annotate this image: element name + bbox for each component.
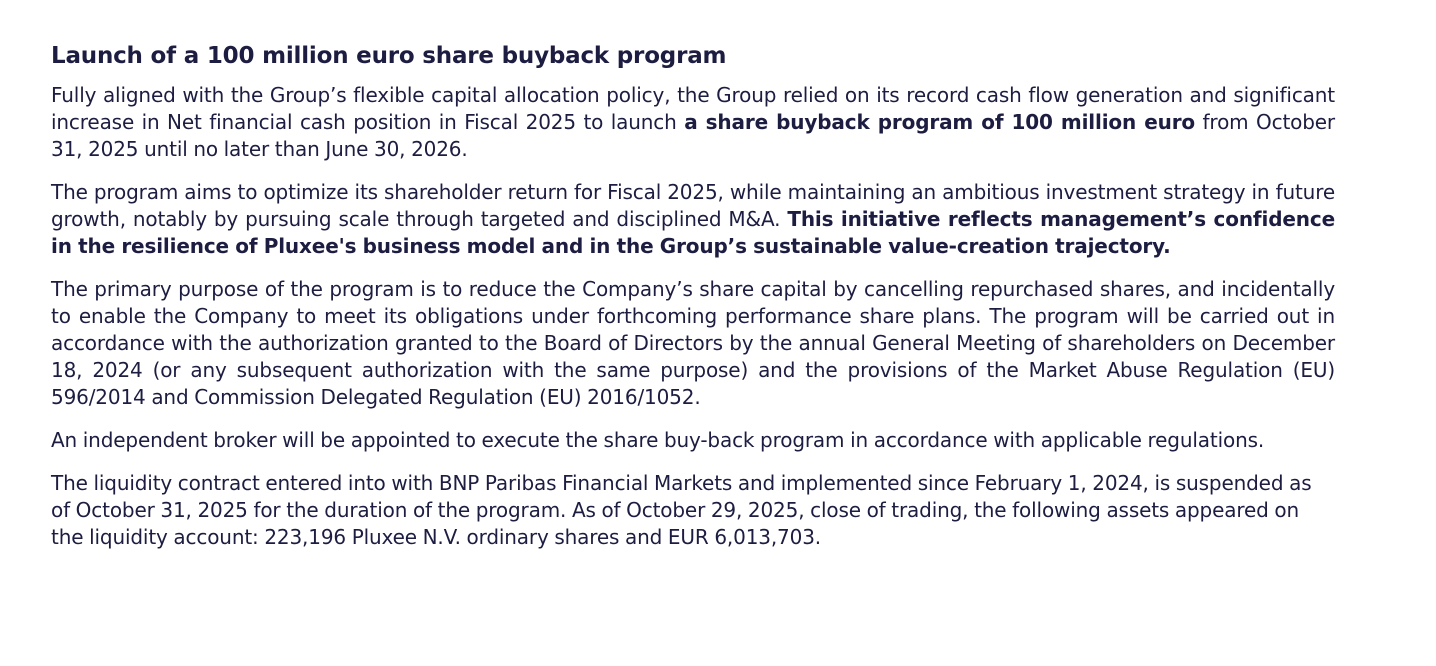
section-title: Launch of a 100 million euro share buyback program bbox=[51, 43, 727, 69]
text-segment: The liquidity contract entered into with BNP Paribas Financial Markets and implemented since February 1, 2024, is suspended as of October 31, 2025 for the duration of the program. As of October 29, 2025, close of trading, the following assets appeared on the liquidity account: 223,196 Pluxee N.V. ordinary shares and EUR 6,013,703. bbox=[51, 471, 1312, 549]
paragraph-buyback-launch bbox=[51, 82, 1335, 163]
text-segment: The primary purpose of the program is to reduce the Company’s share capital by cancelling repurchased shares, and incidentally to enable the Company to meet its obligations under forthcoming performance share plans. The program will be carried out in accordance with the authorization granted to the Board of Directors by the annual General Meeting of shareholders on December 18, 2024 (or any subsequent authorization with the same purpose) and the provisions of the Market Abuse Regulation (EU) 596/2014 and Commission Delegated Regulation (EU) 2016/1052. bbox=[51, 277, 1335, 409]
bold-segment: a share buyback program of 100 million euro bbox=[684, 110, 1196, 134]
text-segment: Fully aligned with the Group’s flexible capital allocation policy, the Group relied on its record cash flow generation and significant increase in Net financial cash position in Fiscal 2025 to launch bbox=[51, 83, 1335, 134]
text-segment: The program aims to optimize its shareholder return for Fiscal 2025, while maintaining an ambitious investment strategy in future growth, notably by pursuing scale through targeted and disciplined M&A. bbox=[51, 180, 1335, 231]
paragraph-independent-broker bbox=[51, 427, 1335, 454]
text-segment: from October 31, 2025 until no later than June 30, 2026. bbox=[51, 110, 1335, 161]
bold-segment: This initiative reflects management’s confidence in the resilience of Pluxee's business model and in the Group’s sustainable value-creation trajectory. bbox=[51, 207, 1335, 258]
text-segment: An independent broker will be appointed to execute the share buy-back program in accordance with applicable regulations. bbox=[51, 428, 1265, 452]
paragraph-liquidity-contract bbox=[51, 470, 1335, 551]
paragraph-program-aims bbox=[51, 179, 1335, 260]
document-body bbox=[51, 41, 1335, 567]
paragraph-primary-purpose bbox=[51, 276, 1335, 411]
